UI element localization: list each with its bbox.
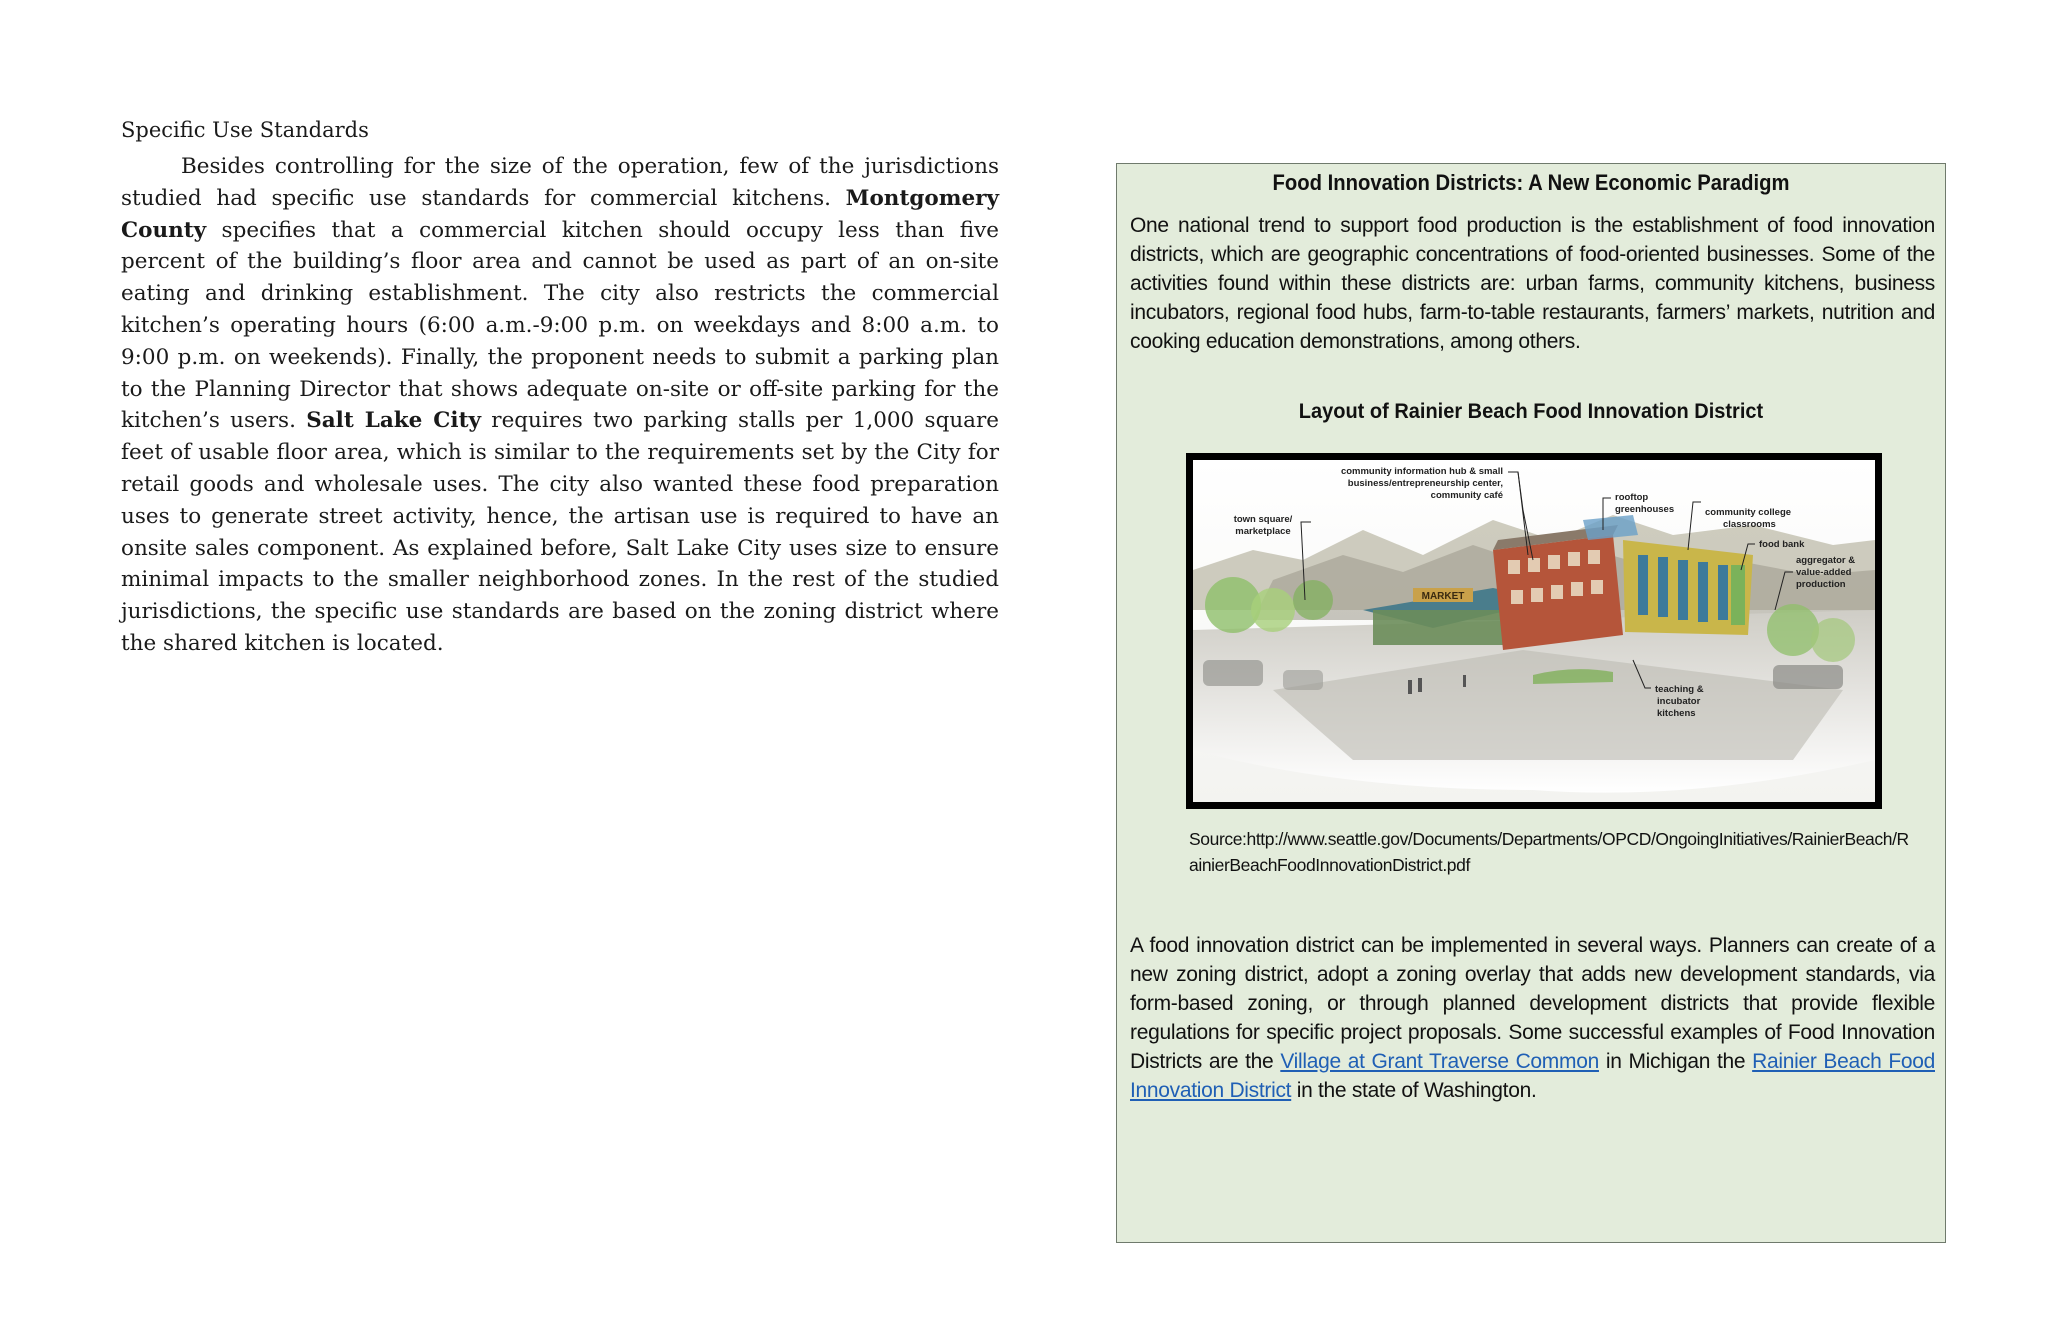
label-rooftop-line1: rooftop: [1615, 492, 1649, 503]
label-aggregator-line3: production: [1796, 579, 1846, 590]
para-text-3: requires two parking stalls per 1,000 square feet of usable floor area, which is similar to the requirements set by the City for retail goods and wholesale uses. The city also wanted these food preparation uses to generate street activity, hence, the artisan use is required to have an onsite sales component. As explained before, Salt Lake City uses size to ensure minimal impacts to the smaller neighborhood zones. In the rest of the studied jurisdictions, the specific use standards are based on the zoning district where the shared kitchen is located.: [121, 408, 999, 656]
label-foodbank: food bank: [1759, 539, 1805, 550]
label-town-line1: town square/: [1233, 514, 1293, 525]
closing-text-1: A food innovation district can be implemented in several ways. Planners can create of a new zoning district, adopt a zoning overlay that adds new development standards, via form-based zoning, or through planned development districts that provide flexible regulations for specific project proposals. Some successful examples of Food Innovation Districts are the: [1130, 934, 1935, 1073]
section-heading: Specific Use Standards: [121, 118, 369, 142]
label-teaching-line2: incubator: [1657, 696, 1701, 707]
rainier-beach-district-link[interactable]: Rainier Beach Food Innovation District: [1130, 1050, 1935, 1102]
para-text-1: Besides controlling for the size of the operation, few of the jurisdictions studied had specific use standards for commercial kitchens.: [121, 154, 999, 211]
label-college-line2: classrooms: [1723, 519, 1776, 530]
label-hub-line3: community café: [1430, 490, 1503, 501]
bold-montgomery-county: Montgomery County: [121, 185, 999, 243]
label-college-line1: community college: [1705, 507, 1792, 518]
sidebar-intro-paragraph: One national trend to support food production is the establishment of food innovation districts, which are geographic concentrations of food-oriented businesses. Some of the activities found within these districts are: urban farms, community kitchens, business incubators, regional food hubs, farm-to-table restaurants, farmers’ markets, nutrition and cooking education demonstrations, among others.: [1130, 214, 1935, 353]
label-town-line2: marketplace: [1235, 526, 1291, 537]
label-rooftop-line2: greenhouses: [1615, 504, 1675, 515]
bold-salt-lake-city: Salt Lake City: [306, 408, 481, 434]
food-innovation-sidebar: [1116, 163, 1946, 1243]
closing-text-2: in Michigan the: [1598, 1050, 1753, 1073]
label-hub-line2: business/entrepreneurship center,: [1347, 478, 1503, 489]
market-sign: MARKET: [1421, 591, 1465, 602]
district-illustration: [1186, 453, 1882, 809]
label-aggregator-line1: aggregator &: [1796, 555, 1856, 566]
label-hub-line1: community information hub & small: [1340, 466, 1503, 477]
para-text-2: specifies that a commercial kitchen should occupy less than five percent of the building’s floor area and cannot be used as part of an on-site eating and drinking establishment. The city also restricts the commercial kitchen’s operating hours (6:00 a.m.-9:00 p.m. on weekdays and 8:00 a.m. to 9:00 p.m. on weekends). Finally, the proponent needs to submit a parking plan to the Planning Director that shows adequate on-site or off-site parking for the kitchen’s users.: [121, 217, 999, 434]
label-aggregator-line2: value-added: [1796, 567, 1852, 578]
sidebar-title: Food Innovation Districts: A New Economic Paradigm: [1272, 170, 1790, 195]
district-sketch: [1193, 460, 1875, 802]
sidebar-closing-paragraph: [1130, 931, 1935, 1105]
village-grant-traverse-link[interactable]: Village at Grant Traverse Common: [1280, 1050, 1599, 1073]
figure-source: Source:http://www.seattle.gov/Documents/Departments/OPCD/OngoingInitiatives/RainierBeach/RainierBeachFoodInnovationDistrict.pdf: [1189, 829, 1909, 875]
label-teaching-line3: kitchens: [1657, 708, 1696, 719]
label-teaching-line1: teaching &: [1655, 684, 1704, 695]
closing-text-3: in the state of Washington.: [1291, 1079, 1537, 1102]
body-paragraph: [121, 151, 999, 660]
figure-title: Layout of Rainier Beach Food Innovation District: [1298, 399, 1764, 423]
main-text-column: [121, 118, 999, 660]
